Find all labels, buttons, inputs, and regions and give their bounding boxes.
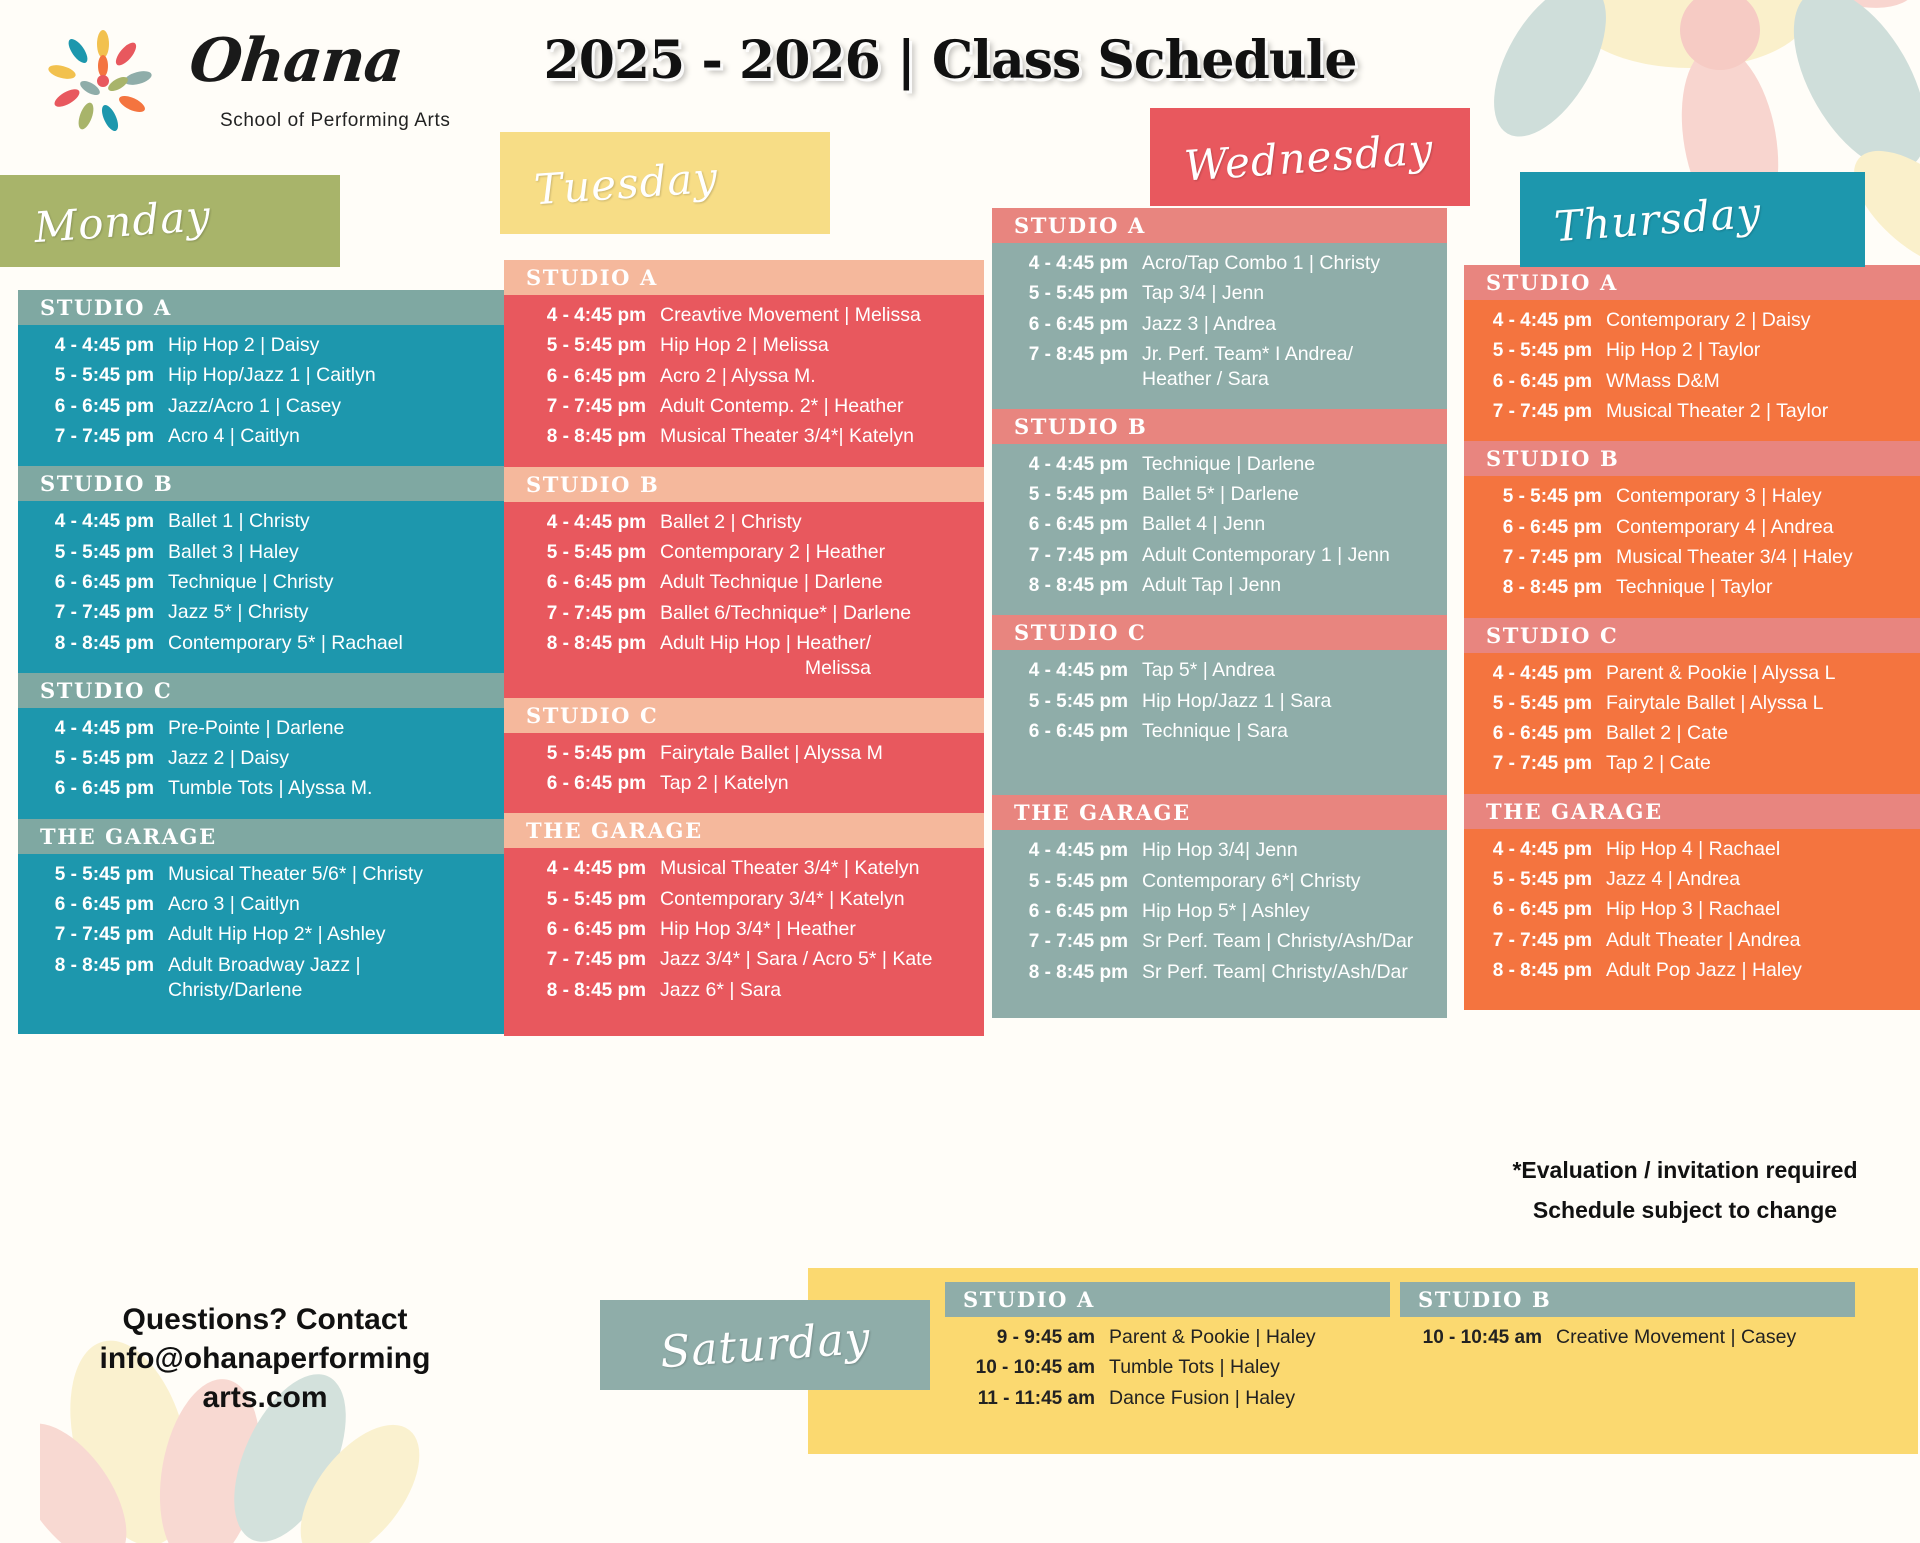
class-row: 8 - 8:45 pm Jazz 6* | Sara xyxy=(546,978,782,1001)
class-row: 6 - 6:45 pm Jazz 3 | Andrea xyxy=(1028,312,1277,335)
contact-line-1: Questions? Contact xyxy=(122,1303,408,1336)
class-row: 5 - 5:45 pm Hip Hop/Jazz 1 | Caitlyn xyxy=(54,364,376,387)
class-row: 6 - 6:45 pm Technique | Christy xyxy=(54,570,334,593)
class-row: 5 - 5:45 pm Contemporary 6*| Christy xyxy=(1028,869,1361,892)
studio-header: STUDIO B xyxy=(1464,441,1920,476)
class-row: 4 - 4:45 pm Musical Theater 3/4* | Katelyn xyxy=(546,857,920,880)
day-column-tuesday xyxy=(504,260,984,1036)
class-row: 6 - 6:45 pm Hip Hop 3/4* | Heather xyxy=(546,917,856,940)
class-list xyxy=(1464,300,1920,441)
class-list xyxy=(504,733,984,814)
saturday-studio-a xyxy=(945,1282,1390,1428)
class-row: 7 - 8:45 pm Jr. Perf. Team* I Andrea/ Heather / Sara xyxy=(1028,342,1353,390)
day-column-monday xyxy=(18,290,505,1034)
class-row: 5 - 5:45 pm Jazz 2 | Daisy xyxy=(54,747,290,770)
class-row: 7 - 7:45 pm Acro 4 | Caitlyn xyxy=(54,424,300,447)
class-list xyxy=(1464,653,1920,794)
class-list xyxy=(992,650,1447,761)
class-row: 4 - 4:45 pm Acro/Tap Combo 1 | Christy xyxy=(1028,252,1381,274)
class-row: 7 - 7:45 pm Adult Contemporary 1 | Jenn xyxy=(1028,543,1390,566)
class-row: 5 - 5:45 pm Ballet 5* | Darlene xyxy=(1028,483,1299,506)
class-list xyxy=(504,295,984,467)
class-row: 7 - 7:45 pm Adult Contemp. 2* | Heather xyxy=(546,394,904,417)
studio-header: THE GARAGE xyxy=(504,813,984,848)
class-row: 7 - 7:45 pm Musical Theater 2 | Taylor xyxy=(1492,399,1829,422)
class-row: 5 - 5:45 pm Ballet 3 | Haley xyxy=(54,540,299,563)
studio-header: STUDIO C xyxy=(992,615,1447,650)
class-row: 4 - 4:45 pm Creavtive Movement | Melissa xyxy=(546,304,921,326)
note-subject-to-change: Schedule subject to change xyxy=(1532,1197,1838,1224)
class-row: 6 - 6:45 pm Acro 3 | Caitlyn xyxy=(54,893,300,916)
class-row: 5 - 5:45 pm Hip Hop 2 | Melissa xyxy=(546,334,829,357)
class-row: 6 - 6:45 pm Technique | Sara xyxy=(1028,720,1288,743)
class-list xyxy=(504,848,984,1020)
class-row: 4 - 4:45 pm Ballet 1 | Christy xyxy=(54,510,310,533)
note-evaluation: *Evaluation / invitation required xyxy=(1512,1157,1858,1183)
class-row: 6 - 6:45 pm Tumble Tots | Alyssa M. xyxy=(54,777,373,800)
brand-tagline: School of Performing Arts xyxy=(220,110,451,131)
class-row: 8 - 8:45 pm Technique | Taylor xyxy=(1502,576,1773,599)
studio-header: STUDIO A xyxy=(1464,265,1920,300)
class-row: 5 - 5:45 pm Musical Theater 5/6* | Christy xyxy=(54,862,424,885)
class-list xyxy=(18,708,505,819)
studio-header: STUDIO A xyxy=(504,260,984,295)
flower-burst-logo-icon xyxy=(48,26,158,136)
studio-header: STUDIO C xyxy=(18,673,505,708)
day-tab-wednesday xyxy=(1150,108,1470,206)
class-row: 7 - 7:45 pm Jazz 5* | Christy xyxy=(54,601,309,624)
class-row: 5 - 5:45 pm Contemporary 2 | Heather xyxy=(546,540,886,563)
class-row: 8 - 8:45 pm Sr Perf. Team| Christy/Ash/Dar xyxy=(1028,960,1408,983)
day-tab-thursday xyxy=(1520,172,1865,267)
contact-email-line-1: info@ohanaperforming xyxy=(99,1342,431,1375)
schedule-notes xyxy=(1465,1150,1905,1231)
class-list xyxy=(1400,1317,1855,1367)
class-row: 6 - 6:45 pm Ballet 2 | Cate xyxy=(1492,722,1729,745)
studio-header: STUDIO A xyxy=(992,208,1447,243)
brand-name: Ohana xyxy=(186,26,406,96)
day-label-monday: Monday xyxy=(32,190,213,252)
class-row: 8 - 8:45 pm Contemporary 5* | Rachael xyxy=(54,631,403,654)
class-list xyxy=(992,243,1447,409)
day-label-wednesday: Wednesday xyxy=(1182,123,1436,191)
class-list xyxy=(18,854,505,1020)
class-row: 7 - 7:45 pm Adult Hip Hop 2* | Ashley xyxy=(54,923,386,946)
studio-header: THE GARAGE xyxy=(1464,794,1920,829)
day-tab-saturday xyxy=(600,1300,930,1390)
class-row: 7 - 7:45 pm Sr Perf. Team | Christy/Ash/Dar xyxy=(1028,930,1414,953)
class-row: 6 - 6:45 pm Hip Hop 3 | Rachael xyxy=(1492,898,1781,921)
studio-header: THE GARAGE xyxy=(992,795,1447,830)
class-row: 6 - 6:45 pm Acro 2 | Alyssa M. xyxy=(546,364,816,387)
class-row: 5 - 5:45 pm Tap 3/4 | Jenn xyxy=(1028,282,1265,305)
class-row: 7 - 7:45 pm Jazz 3/4* | Sara / Acro 5* | Kate xyxy=(546,948,933,971)
class-row: 6 - 6:45 pm WMass D&M xyxy=(1492,369,1720,392)
contact-email-line-2: arts.com xyxy=(202,1381,328,1414)
contact-block xyxy=(55,1300,475,1417)
studio-header: THE GARAGE xyxy=(18,819,505,854)
studio-header: STUDIO B xyxy=(1400,1282,1855,1317)
class-row: 4 - 4:45 pm Contemporary 2 | Daisy xyxy=(1492,309,1811,331)
class-list xyxy=(504,502,984,698)
class-list xyxy=(18,501,505,673)
class-row: 5 - 5:45 pm Hip Hop/Jazz 1 | Sara xyxy=(1028,689,1332,712)
class-row: 6 - 6:45 pm Hip Hop 5* | Ashley xyxy=(1028,899,1310,922)
studio-header: STUDIO C xyxy=(504,698,984,733)
class-row: 8 - 8:45 pm Adult Hip Hop | Heather/ Melissa xyxy=(546,631,872,679)
saturday-studio-b xyxy=(1400,1282,1855,1367)
class-row: 4 - 4:45 pm Technique | Darlene xyxy=(1028,452,1316,475)
class-row: 6 - 6:45 pm Ballet 4 | Jenn xyxy=(1028,513,1266,536)
class-row: 4 - 4:45 pm Ballet 2 | Christy xyxy=(546,510,802,533)
class-row: 7 - 7:45 pm Tap 2 | Cate xyxy=(1492,752,1711,775)
day-column-thursday xyxy=(1464,265,1920,1010)
class-row: 8 - 8:45 pm Adult Tap | Jenn xyxy=(1028,574,1282,597)
class-row: 7 - 7:45 pm Ballet 6/Technique* | Darlene xyxy=(546,601,912,624)
studio-header: STUDIO C xyxy=(1464,618,1920,653)
class-row: 4 - 4:45 pm Pre-Pointe | Darlene xyxy=(54,716,345,739)
class-row: 11 - 11:45 am Dance Fusion | Haley xyxy=(977,1386,1296,1409)
class-row: 9 - 9:45 am Parent & Pookie | Haley xyxy=(996,1326,1316,1348)
studio-header: STUDIO B xyxy=(992,409,1447,444)
day-label-saturday: Saturday xyxy=(658,1312,872,1378)
class-row: 4 - 4:45 pm Hip Hop 2 | Daisy xyxy=(54,334,320,356)
class-list xyxy=(1464,476,1920,617)
day-column-wednesday xyxy=(992,208,1447,1018)
page-title: 2025 - 2026 | Class Schedule xyxy=(543,30,1357,91)
brand-logo xyxy=(40,18,460,138)
class-row: 10 - 10:45 am Tumble Tots | Haley xyxy=(975,1356,1280,1379)
class-row: 4 - 4:45 pm Parent & Pookie | Alyssa L xyxy=(1492,661,1836,684)
class-row: 7 - 7:45 pm Musical Theater 3/4 | Haley xyxy=(1502,545,1853,568)
class-row: 6 - 6:45 pm Jazz/Acro 1 | Casey xyxy=(54,394,342,417)
class-row: 4 - 4:45 pm Hip Hop 4 | Rachael xyxy=(1492,837,1781,860)
class-row: 5 - 5:45 pm Contemporary 3/4* | Katelyn xyxy=(546,887,905,910)
class-row: 5 - 5:45 pm Fairytale Ballet | Alyssa L xyxy=(1492,691,1824,714)
day-tab-tuesday xyxy=(500,132,830,234)
class-row: 6 - 6:45 pm Contemporary 4 | Andrea xyxy=(1502,515,1834,538)
class-row: 5 - 5:45 pm Hip Hop 2 | Taylor xyxy=(1492,339,1761,362)
class-row: 4 - 4:45 pm Hip Hop 3/4| Jenn xyxy=(1028,839,1298,862)
studio-header: STUDIO A xyxy=(18,290,505,325)
day-label-thursday: Thursday xyxy=(1552,187,1763,252)
class-list xyxy=(1464,829,1920,1001)
class-row: 6 - 6:45 pm Tap 2 | Katelyn xyxy=(546,772,789,795)
studio-header: STUDIO B xyxy=(504,467,984,502)
class-row: 8 - 8:45 pm Musical Theater 3/4*| Katelyn xyxy=(546,425,915,448)
class-row: 10 - 10:45 am Creative Movement | Casey xyxy=(1422,1326,1797,1348)
class-list xyxy=(945,1317,1390,1428)
class-list xyxy=(992,444,1447,616)
class-row: 8 - 8:45 pm Adult Pop Jazz | Haley xyxy=(1492,959,1802,981)
class-list xyxy=(18,325,505,466)
day-label-tuesday: Tuesday xyxy=(532,152,720,214)
class-row: 5 - 5:45 pm Contemporary 3 | Haley xyxy=(1502,485,1822,508)
studio-header: STUDIO A xyxy=(945,1282,1390,1317)
class-row: 7 - 7:45 pm Adult Theater | Andrea xyxy=(1492,928,1801,951)
class-row: 5 - 5:45 pm Fairytale Ballet | Alyssa M xyxy=(546,741,883,764)
class-row: 8 - 8:45 pm Adult Broadway Jazz | Christy/Darlene xyxy=(54,953,361,1001)
class-row: 5 - 5:45 pm Jazz 4 | Andrea xyxy=(1492,868,1741,891)
studio-header: STUDIO B xyxy=(18,466,505,501)
class-row: 4 - 4:45 pm Tap 5* | Andrea xyxy=(1028,659,1275,682)
class-row: 6 - 6:45 pm Adult Technique | Darlene xyxy=(546,571,883,594)
class-list xyxy=(992,830,1447,1002)
day-tab-monday xyxy=(0,175,340,267)
